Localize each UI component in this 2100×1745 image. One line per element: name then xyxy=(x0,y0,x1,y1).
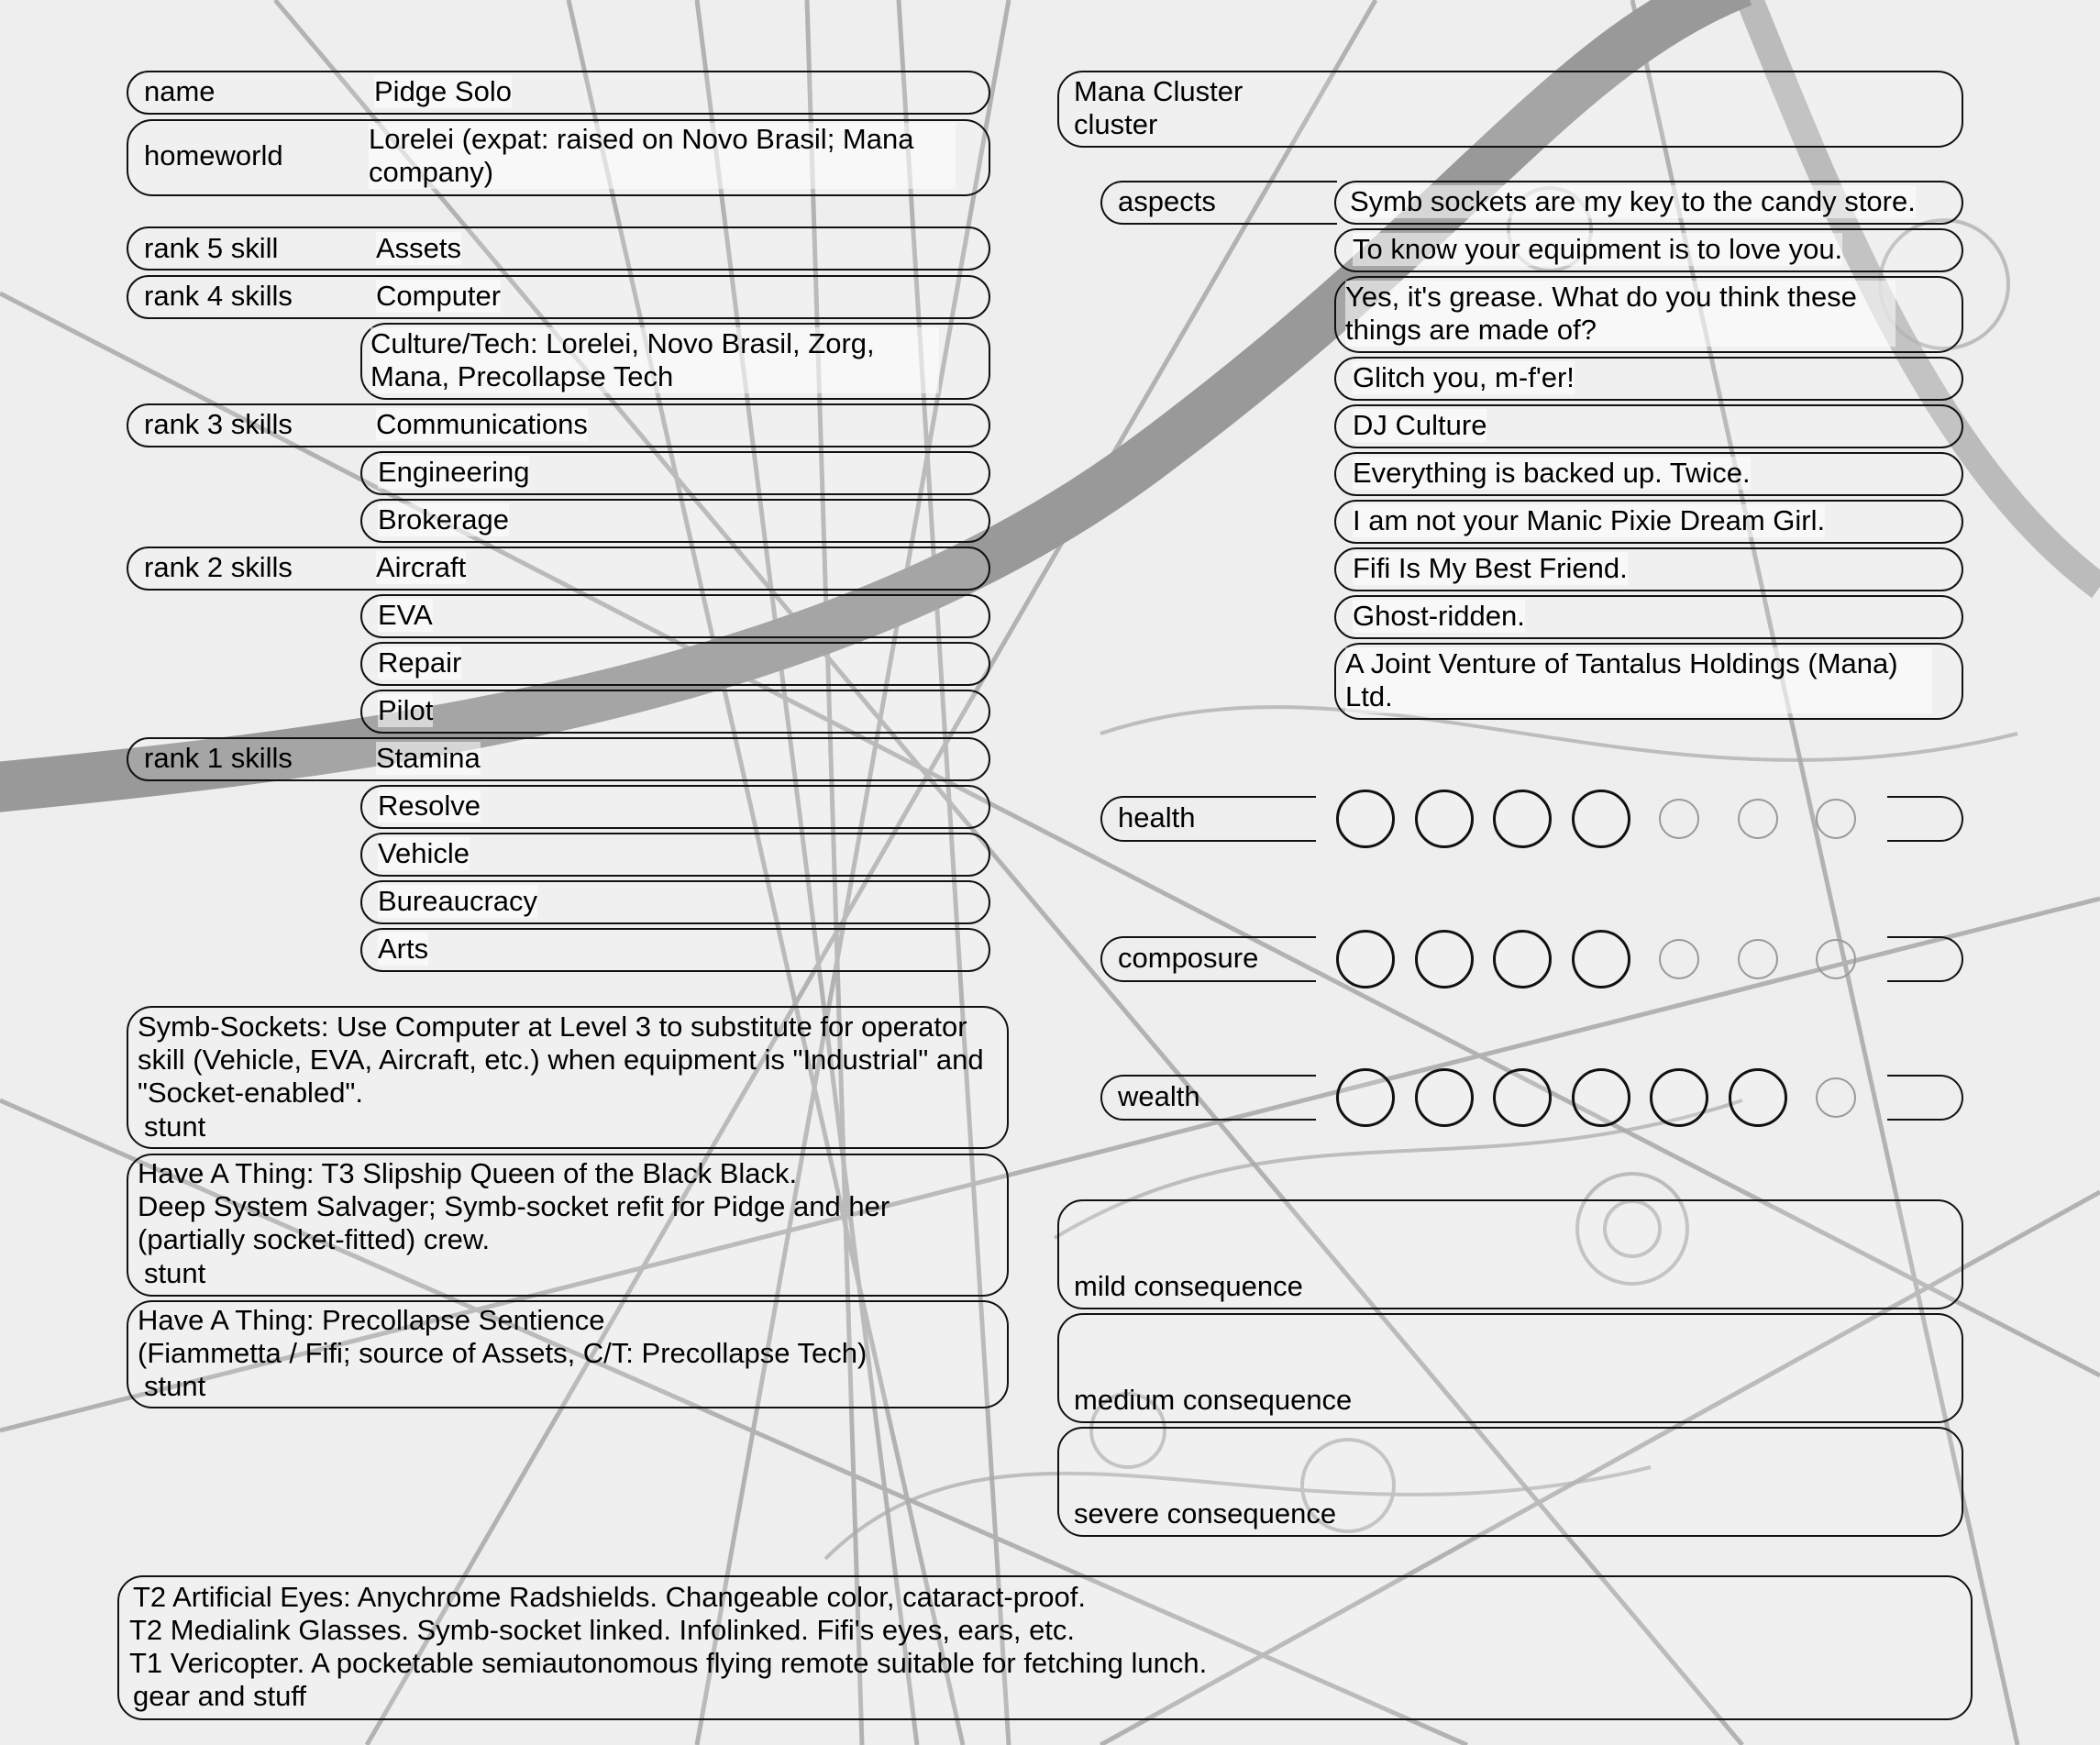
wealth-underline xyxy=(1229,1119,1316,1121)
aspects-label: aspects xyxy=(1118,185,1216,217)
skill-item: EVA xyxy=(378,599,433,631)
skill-item: Arts xyxy=(378,933,429,965)
health-end-cap xyxy=(1887,796,1963,842)
stress-box[interactable] xyxy=(1336,790,1395,848)
stress-box[interactable] xyxy=(1415,790,1474,848)
wealth-end-cap xyxy=(1887,1075,1963,1121)
stress-box[interactable] xyxy=(1816,799,1856,839)
skill-slot[interactable] xyxy=(360,690,990,734)
stress-box[interactable] xyxy=(1738,939,1778,979)
stress-box[interactable] xyxy=(1493,930,1552,988)
skill-item: Engineering xyxy=(378,456,530,488)
medium-consequence-label: medium consequence xyxy=(1074,1384,1353,1416)
cluster-label: cluster xyxy=(1074,108,1158,140)
rank2-label: rank 2 skills xyxy=(144,551,293,583)
skill-item: Computer xyxy=(376,280,502,312)
stress-box[interactable] xyxy=(1336,1068,1395,1127)
stress-box[interactable] xyxy=(1738,799,1778,839)
stress-box[interactable] xyxy=(1493,790,1552,848)
rank1-label: rank 1 skills xyxy=(144,742,293,774)
stress-box[interactable] xyxy=(1493,1068,1552,1127)
aspect-item: Symb sockets are my key to the candy store. xyxy=(1350,185,1916,217)
stress-box[interactable] xyxy=(1816,1077,1856,1118)
rank3-label: rank 3 skills xyxy=(144,408,293,440)
stunt-text: Have A Thing: Precollapse Sentience (Fiammetta / Fifi; source of Assets, C/T: Precollapse Tech) xyxy=(138,1304,868,1369)
stress-box[interactable] xyxy=(1816,939,1856,979)
stress-box[interactable] xyxy=(1415,930,1474,988)
aspect-item: A Joint Venture of Tantalus Holdings (Mana) Ltd. xyxy=(1345,647,1932,713)
name-field[interactable] xyxy=(127,71,990,115)
stress-box[interactable] xyxy=(1659,939,1699,979)
gear-line: T2 Medialink Glasses. Symb-socket linked. Infolinked. Fifi's eyes, ears, etc. xyxy=(129,1614,1076,1646)
skill-item: Repair xyxy=(378,646,462,679)
stress-box[interactable] xyxy=(1659,799,1699,839)
skill-item: Stamina xyxy=(376,742,481,774)
cluster-value: Mana Cluster xyxy=(1074,75,1243,107)
composure-underline xyxy=(1229,980,1316,982)
aspect-item: Fifi Is My Best Friend. xyxy=(1353,552,1628,584)
skill-item: Pilot xyxy=(378,694,434,726)
stress-box[interactable] xyxy=(1415,1068,1474,1127)
aspect-item: Ghost-ridden. xyxy=(1353,600,1525,632)
skill-item: Aircraft xyxy=(376,551,467,583)
mild-consequence-label: mild consequence xyxy=(1074,1270,1303,1302)
aspect-item: Everything is backed up. Twice. xyxy=(1353,457,1751,489)
skill-item: Culture/Tech: Lorelei, Novo Brasil, Zorg, Mana, Precollapse Tech xyxy=(370,327,939,393)
wealth-label: wealth xyxy=(1118,1080,1200,1112)
aspect-item: Yes, it's grease. What do you think these things are made of? xyxy=(1345,281,1896,347)
skill-slot[interactable] xyxy=(360,594,990,638)
health-label: health xyxy=(1118,801,1196,834)
health-underline xyxy=(1229,840,1316,842)
aspect-item: Glitch you, m-f'er! xyxy=(1353,361,1575,393)
stress-box[interactable] xyxy=(1572,930,1630,988)
name-label: name xyxy=(144,75,216,107)
homeworld-label: homeworld xyxy=(144,139,283,171)
skill-item: Assets xyxy=(376,232,462,264)
rank4-label: rank 4 skills xyxy=(144,280,293,312)
aspect-item: I am not your Manic Pixie Dream Girl. xyxy=(1353,504,1826,536)
skill-item: Brokerage xyxy=(378,503,510,536)
skill-slot[interactable] xyxy=(360,928,990,972)
composure-label: composure xyxy=(1118,942,1259,974)
stress-box[interactable] xyxy=(1572,1068,1630,1127)
stress-box[interactable] xyxy=(1336,930,1395,988)
aspect-item: DJ Culture xyxy=(1353,409,1487,441)
name-value: Pidge Solo xyxy=(374,75,512,107)
rank5-label: rank 5 skill xyxy=(144,232,279,264)
homeworld-value: Lorelei (expat: raised on Novo Brasil; Mana company) xyxy=(369,123,956,189)
severe-consequence-label: severe consequence xyxy=(1074,1497,1337,1530)
skill-item: Resolve xyxy=(378,790,481,822)
aspect-item: To know your equipment is to love you. xyxy=(1353,233,1843,265)
composure-end-cap xyxy=(1887,936,1963,982)
stunt-text: Symb-Sockets: Use Computer at Level 3 to substitute for operator skill (Vehicle, EVA, Aircraft, etc.) when equipment is "Industrial" and "Socket-enabled". xyxy=(138,1011,984,1109)
skill-item: Communications xyxy=(376,408,588,440)
skill-item: Vehicle xyxy=(378,837,470,869)
stunt-label: stunt xyxy=(144,1370,206,1402)
stunt-label: stunt xyxy=(144,1257,206,1289)
skill-item: Bureaucracy xyxy=(378,885,538,917)
gear-line: T1 Vericopter. A pocketable semiautonomous flying remote suitable for fetching lunch. xyxy=(129,1647,1208,1679)
stress-box[interactable] xyxy=(1572,790,1630,848)
stunt-text: Have A Thing: T3 Slipship Queen of the Black Black. Deep System Salvager; Symb-socket refit for Pidge and her (partially socket-fitted) crew. xyxy=(138,1157,890,1255)
stunt-label: stunt xyxy=(144,1110,206,1143)
gear-label: gear and stuff xyxy=(133,1680,307,1712)
gear-line: T2 Artificial Eyes: Anychrome Radshields. Changeable color, cataract-proof. xyxy=(133,1581,1087,1613)
stress-box[interactable] xyxy=(1729,1068,1787,1127)
stress-box[interactable] xyxy=(1650,1068,1708,1127)
